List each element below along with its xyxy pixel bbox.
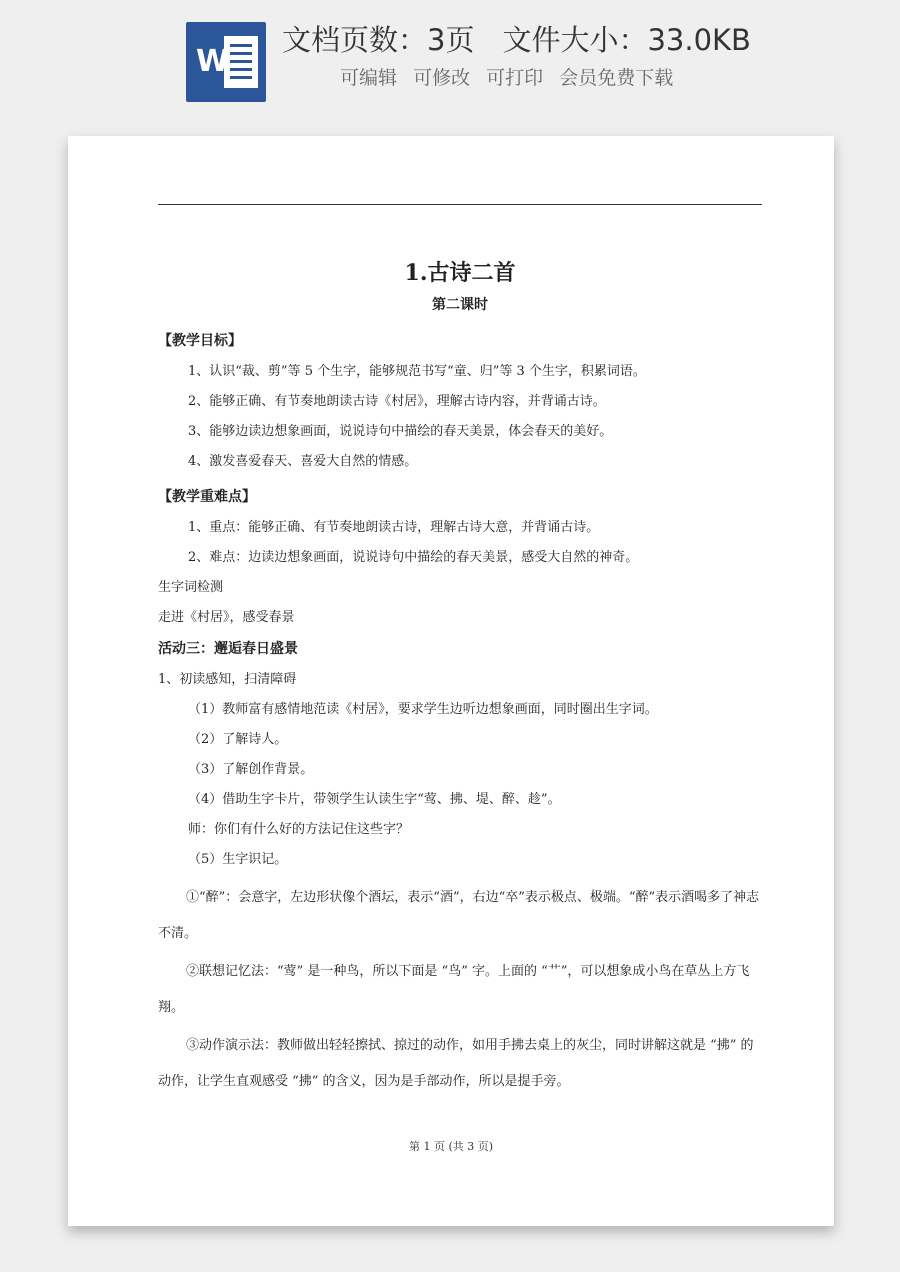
page-footer: 第 1 页 (共 3 页): [408, 1140, 494, 1153]
document-content: [158, 256, 762, 1102]
activity-heading: 活动三：邂逅春日盛景: [158, 641, 298, 657]
feature-member-download: 会员免费下载: [559, 67, 674, 89]
section-heading-goals: 【教学目标】: [158, 333, 242, 349]
document-page: [68, 136, 834, 1226]
banner-title: [282, 20, 842, 60]
feature-modifiable: 可修改: [413, 67, 471, 89]
word-icon-letter: W: [196, 44, 230, 79]
substep-item: （5）生字识记。: [188, 852, 288, 867]
section-heading-keypoints: 【教学重难点】: [158, 489, 256, 505]
plain-line: 生字词检测: [158, 580, 224, 595]
goal-item: 1、认识“裁、剪”等 5 个生字，能够规范书写“童、归”等 3 个生字，积累词语。: [188, 364, 646, 379]
plain-line: 走进《村居》，感受春景: [158, 610, 295, 625]
keypoint-item: 2、难点：边读边想象画面，说说诗句中描绘的春天美景，感受大自然的神奇。: [188, 550, 639, 565]
goal-item: 3、能够边读边想象画面，说说诗句中描绘的春天美景，体会春天的美好。: [188, 424, 613, 439]
step-heading: 1、初读感知，扫清障碍: [158, 672, 297, 687]
substep-item: （3）了解创作背景。: [188, 762, 314, 777]
substep-item: （1）教师富有感情地范读《村居》，要求学生边听边想象画面，同时圈出生字词。: [188, 702, 658, 717]
explanation-paragraph: ③动作演示法：教师做出轻轻擦拭、掠过的动作，如用手拂去桌上的灰尘，同时讲解这就是 “拂” 的动作，让学生直观感受 “拂” 的含义，因为是手部动作，所以是提手旁。: [158, 1038, 754, 1089]
goal-item: 4、激发喜爱春天、喜爱大自然的情感。: [188, 454, 418, 469]
feature-list: [340, 64, 683, 92]
download-banner: [0, 0, 900, 120]
feature-printable: 可打印: [486, 67, 544, 89]
page-count-label: 文档页数：3页: [282, 23, 475, 57]
feature-editable: 可编辑: [340, 67, 398, 89]
goal-item: 2、能够正确、有节奏地朗读古诗《村居》，理解古诗内容，并背诵古诗。: [188, 394, 606, 409]
explanation-paragraph: ②联想记忆法：“莺” 是一种鸟，所以下面是 “鸟” 字。上面的 “艹”，可以想象成小鸟在草丛上方飞翔。: [158, 964, 750, 1015]
keypoint-item: 1、重点：能够正确、有节奏地朗读古诗，理解古诗大意，并背诵古诗。: [188, 520, 600, 535]
document-title: 1.古诗二首: [404, 260, 516, 286]
substep-item: （2）了解诗人。: [188, 732, 288, 747]
substep-item: （4）借助生字卡片，带领学生认读生字“莺、拂、堤、醉、趁”。: [188, 792, 561, 807]
document-subtitle: 第二课时: [432, 297, 488, 313]
header-rule: [158, 204, 762, 205]
substep-item: 师：你们有什么好的方法记住这些字？: [188, 822, 410, 837]
explanation-paragraph: ①“醉”：会意字，左边形状像个酒坛，表示“酒”，右边“卒”表示极点、极端。“醉”表示酒喝多了神志不清。: [158, 890, 760, 941]
file-size-label: 文件大小：33.0KB: [502, 23, 751, 57]
word-document-icon: [186, 22, 266, 102]
